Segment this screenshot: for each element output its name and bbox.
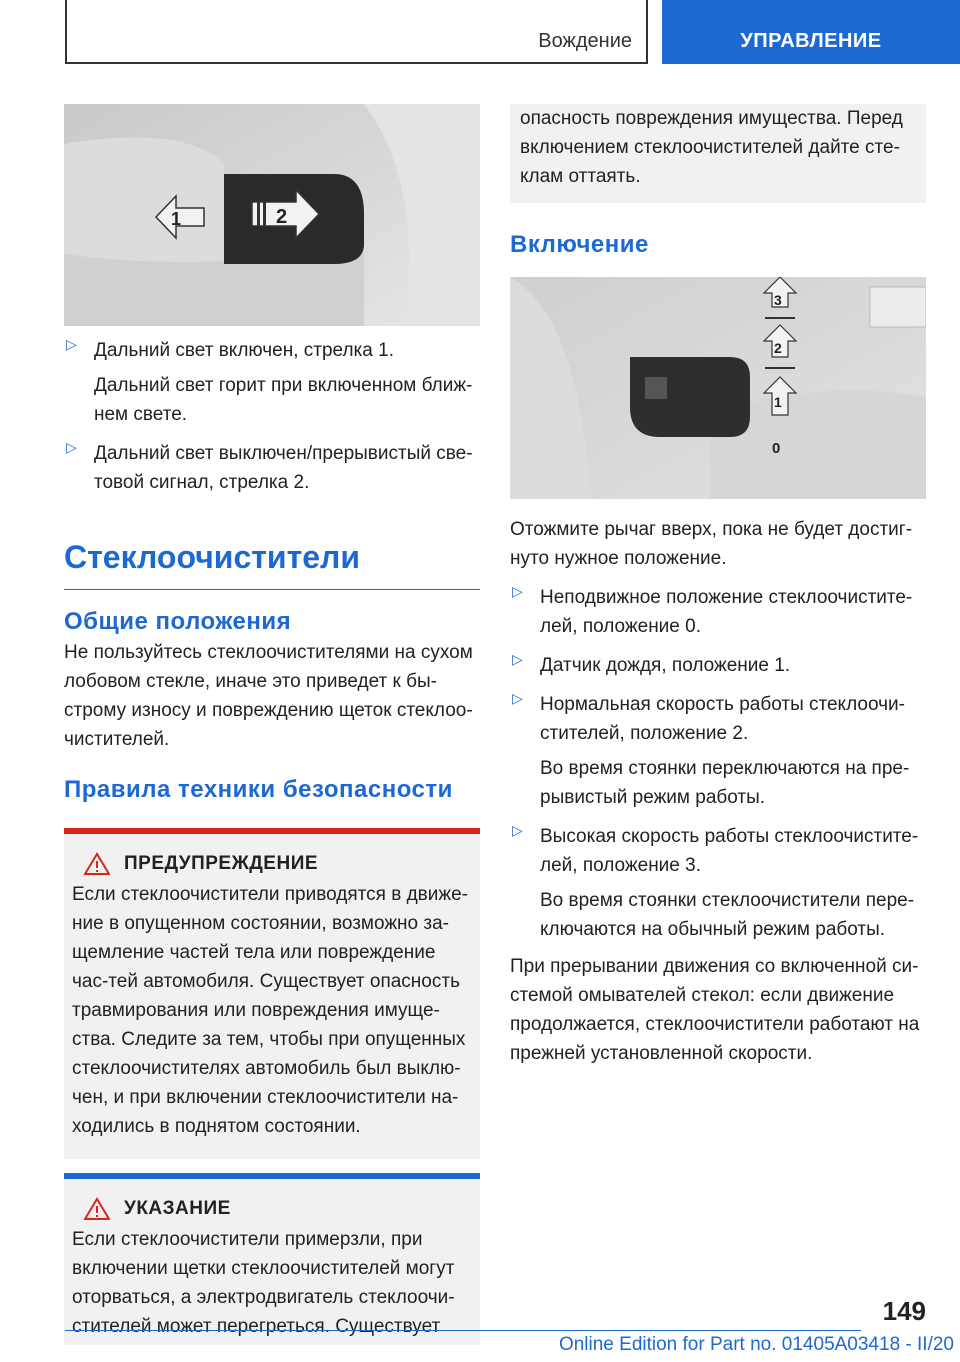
list-item: ▷ Неподвижное положение стеклоочистите-лей, положение 0. (512, 583, 913, 637)
figure2-label-2: 2 (774, 340, 782, 356)
left-column (64, 104, 480, 1345)
note-box-continued (510, 104, 926, 203)
list-item: ▷ Дальний свет выключен/прерывистый све-товой сигнал, стрелка 2. (66, 439, 473, 493)
page-title: Стеклоочистители (64, 539, 361, 575)
bullet-triangle-icon: ▷ (512, 651, 523, 667)
heading-activation: Включение (510, 231, 649, 258)
high-beam-bullets (64, 336, 480, 497)
note-text-continued: опасность повреждения имущества. Перед включением стеклоочистителей дайте сте-клам оттаять. (520, 108, 903, 187)
figure1-label-1: 1 (171, 209, 182, 229)
wiper-lever-photo (510, 277, 926, 499)
section-heading-wipers (64, 537, 480, 590)
heading-general: Общие положения (64, 608, 292, 635)
high-beam-lever-illustration (64, 104, 480, 326)
page-number: 149 (882, 1296, 926, 1326)
bullet-triangle-icon: ▷ (512, 822, 523, 838)
wiper-positions-list (510, 583, 926, 944)
footer-rule (65, 1330, 861, 1331)
bullet-triangle-icon: ▷ (512, 690, 523, 706)
figure2-label-3: 3 (774, 292, 782, 308)
high-beam-lever-photo (64, 104, 480, 326)
bullet-triangle-icon: ▷ (66, 439, 77, 455)
general-paragraph: Не пользуйтесь стеклоочистителями на сухом лобовом стекле, иначе это приведет к бы-строму износу и повреждению щеток стеклоо-чистителей. (64, 642, 473, 750)
right-column (510, 104, 926, 1068)
list-item: ▷ Дальний свет включен, стрелка 1. Дальний свет горит при включенном ближ-нем свете. (66, 336, 473, 425)
warning-text: Если стеклоочистители приводятся в движе-ние в опущенном состоянии, возможно за-щемление частей тела или повреждение час-тей автомобиля. Существует опасность травмирования или повреждения имуще-ства. Следите за тем, чтобы при опущенных стеклоочистителях автомобиль был выклю-чен, и при включении стеклоочистители на-ходились в поднятом состоянии. (72, 884, 468, 1137)
header-section-tab (65, 0, 648, 64)
activation-intro: Отожмите рычаг вверх, пока не будет достиг-нуто нужное положение. (510, 519, 913, 569)
note-box (64, 1173, 480, 1345)
warning-box (64, 828, 480, 1159)
figure2-label-0: 0 (772, 440, 781, 457)
header-chapter-label: УПРАВЛЕНИЕ (740, 30, 882, 52)
note-title: УКАЗАНИЕ (84, 1197, 471, 1221)
list-item: ▷ Нормальная скорость работы стеклоочи-стителей, положение 2. Во время стоянки переключаются на пре-рывистый режим работы. (512, 690, 910, 808)
header-section-label: Вождение (538, 30, 632, 52)
note-text: Если стеклоочистители примерзли, при включении щетки стеклоочистителей могут оторваться, а электродвигатель стеклоочи-стителей может перегреться. Существует (72, 1229, 455, 1337)
bullet-triangle-icon: ▷ (66, 336, 77, 352)
warning-triangle-icon (84, 852, 110, 876)
warning-title: ПРЕДУПРЕЖДЕНИЕ (84, 852, 471, 876)
header-chapter-tab (662, 0, 960, 64)
list-item: ▷ Высокая скорость работы стеклоочистите-лей, положение 3. Во время стоянки стеклоочистители пере-ключаются на обычный режим работы. (512, 822, 919, 940)
caution-triangle-icon (84, 1197, 110, 1221)
heading-safety: Правила техники безопасности (64, 776, 453, 803)
bullet-triangle-icon: ▷ (512, 583, 523, 599)
footer-edition: Online Edition for Part no. 01405A03418 - II/20 (558, 1334, 954, 1355)
list-item: ▷ Датчик дождя, положение 1. (512, 651, 791, 676)
figure2-label-1: 1 (774, 394, 782, 410)
activation-outro: При прерывании движения со включенной си-стемой омывателей стекол: если движение продолжается, стеклоочистители работают на прежней установленной скорости. (510, 956, 920, 1064)
wiper-lever-illustration (510, 277, 926, 499)
figure1-label-2: 2 (276, 206, 288, 228)
